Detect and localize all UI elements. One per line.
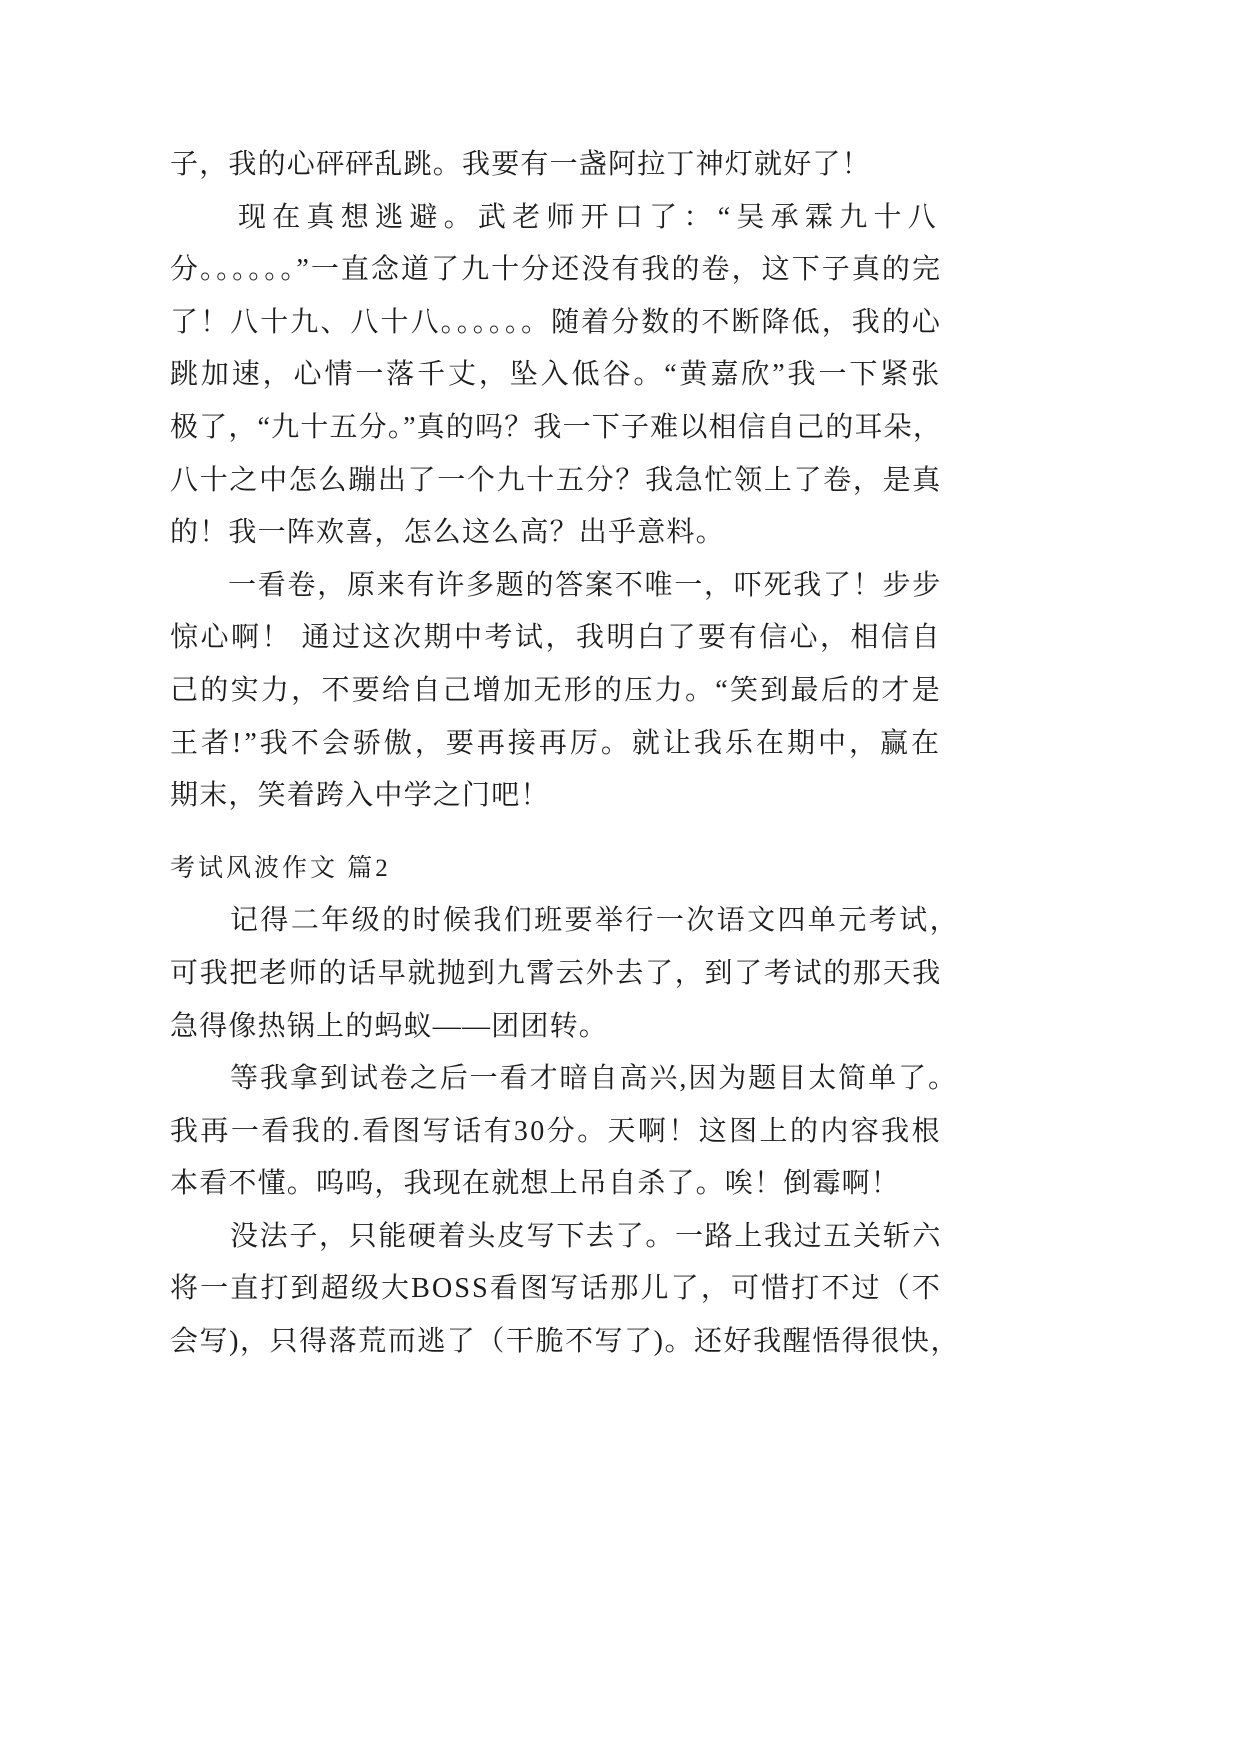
text-line: 我再一看我的.看图写话有30分。天啊！这图上的内容我根 bbox=[170, 1115, 942, 1147]
section-heading: 考试风波作文 篇2 bbox=[170, 854, 391, 882]
text-line: 己的实力，不要给自己增加无形的压力。“笑到最后的才是 bbox=[170, 674, 942, 706]
text-line: 极了，“九十五分。”真的吗？我一下子难以相信自己的耳朵， bbox=[170, 411, 942, 443]
text-line: 等我拿到试卷之后一看才暗自高兴,因为题目太简单了。 bbox=[230, 1063, 958, 1095]
text-line: 分。。。。。。”一直念道了九十分还没有我的卷，这下子真的完 bbox=[170, 254, 942, 286]
text-line: 了！八十九、八十八。。。。。。随着分数的不断降低，我的心 bbox=[170, 306, 942, 338]
text-line: 子，我的心砰砰乱跳。我要有一盏阿拉丁神灯就好了！ bbox=[170, 149, 871, 180]
text-line: 跳加速，心情一落千丈，坠入低谷。“黄嘉欣”我一下紧张 bbox=[170, 359, 942, 391]
text-line: 现在真想逃避。武老师开口了：“吴承霖九十八 bbox=[238, 201, 942, 233]
document-body bbox=[170, 139, 990, 1369]
text-line: 王者!”我不会骄傲，要再接再厉。就让我乐在期中，赢在 bbox=[170, 727, 942, 759]
text-line: 一看卷，原来有许多题的答案不唯一，吓死我了！步步 bbox=[228, 569, 942, 601]
text-line: 期末，笑着跨入中学之门吧！ bbox=[170, 780, 550, 812]
text-line: 本看不懂。呜呜，我现在就想上吊自杀了。唉！倒霉啊！ bbox=[170, 1168, 901, 1200]
text-line: 没法子，只能硬着头皮写下去了。一路上我过五关斩六 bbox=[230, 1220, 942, 1252]
essay-section-2 bbox=[170, 843, 990, 1369]
paragraph bbox=[170, 1053, 990, 1211]
paragraph bbox=[170, 560, 990, 823]
text-line: 的！我一阵欢喜，怎么这么高？出乎意料。 bbox=[170, 517, 725, 549]
paragraph bbox=[170, 1211, 990, 1369]
paragraph bbox=[170, 895, 990, 1053]
essay-section-1 bbox=[170, 139, 990, 823]
paragraph bbox=[170, 192, 990, 560]
text-line: 将一直打到超级大BOSS看图写话那儿了，可惜打不过（不 bbox=[170, 1273, 942, 1305]
text-line: 会写)，只得落荒而逃了（干脆不写了)。还好我醒悟得很快， bbox=[170, 1326, 960, 1358]
text-line: 八十之中怎么蹦出了一个九十五分？我急忙领上了卷，是真 bbox=[170, 464, 942, 496]
paragraph bbox=[170, 139, 990, 192]
text-line: 惊心啊！ 通过这次期中考试，我明白了要有信心，相信自 bbox=[170, 622, 942, 654]
text-line: 记得二年级的时候我们班要举行一次语文四单元考试， bbox=[230, 905, 960, 937]
text-line: 可我把老师的话早就抛到九霄云外去了，到了考试的那天我 bbox=[170, 957, 942, 989]
text-line: 急得像热锅上的蚂蚁——团团转。 bbox=[170, 1010, 609, 1042]
